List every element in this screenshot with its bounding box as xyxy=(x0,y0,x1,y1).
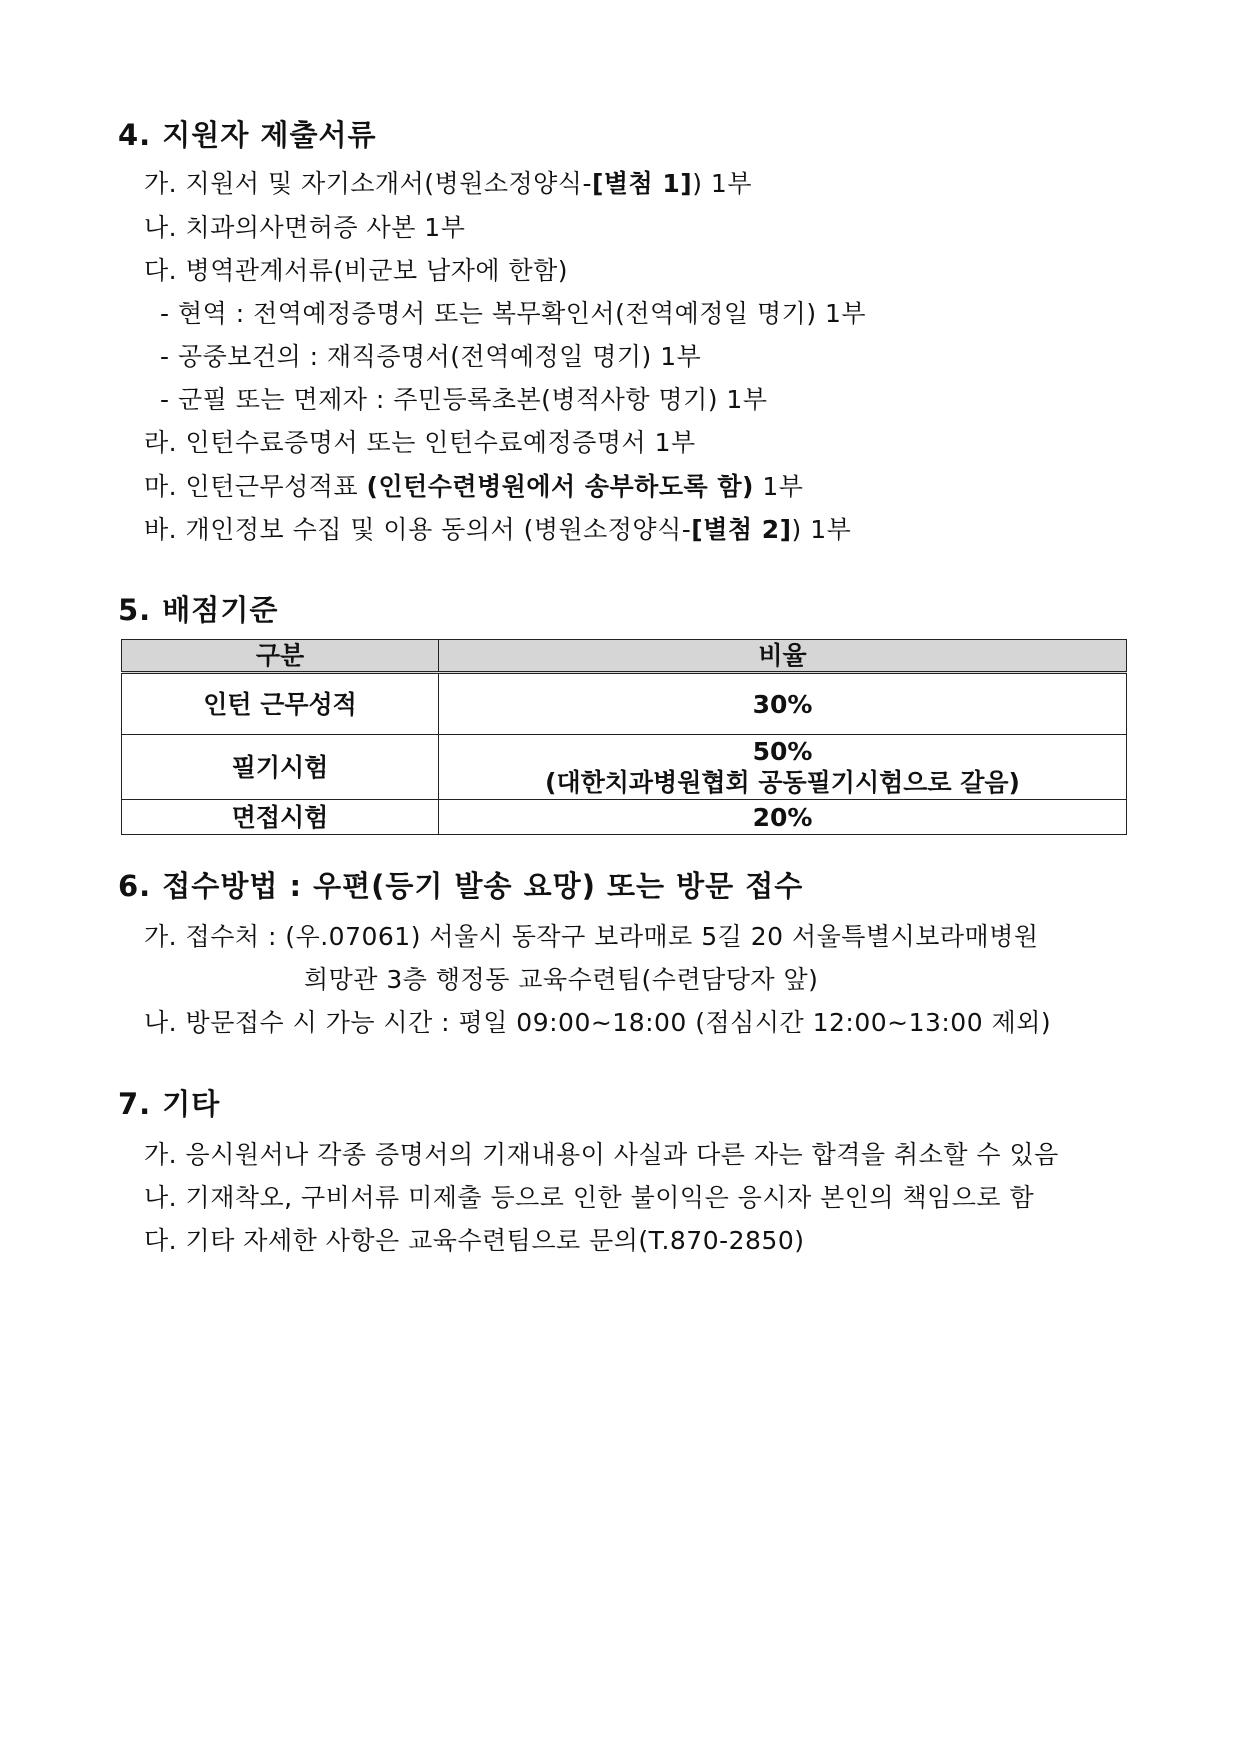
section-7-item-da: 다. 기타 자세한 사항은 교육수련팀으로 문의(T.870-2850) xyxy=(144,1226,805,1255)
section-4-item-ga: 가. 지원서 및 자기소개서(병원소정양식-[별첨 1]) 1부 xyxy=(144,169,752,198)
section-6-title: 6. 접수방법 : 우편(등기 발송 요망) 또는 방문 접수 xyxy=(118,869,804,903)
section-7-item-ga: 가. 응시원서나 각종 증명서의 기재내용이 사실과 다른 자는 합격을 취소할 수 있음 xyxy=(144,1140,1059,1169)
row-category: 필기시험 xyxy=(122,735,439,800)
section-4-subitem-active: - 현역 : 전역예정증명서 또는 복무확인서(전역예정일 명기) 1부 xyxy=(160,299,867,328)
section-4-item-ra: 라. 인턴수료증명서 또는 인턴수료예정증명서 1부 xyxy=(144,428,696,457)
header-category: 구분 xyxy=(122,640,439,673)
section-4-subitem-exempt: - 군필 또는 면제자 : 주민등록초본(병적사항 명기) 1부 xyxy=(160,385,768,414)
header-ratio: 비율 xyxy=(439,640,1127,673)
row-category: 인턴 근무성적 xyxy=(122,673,439,735)
section-7-title: 7. 기타 xyxy=(118,1087,221,1121)
scoring-table xyxy=(121,639,1127,835)
row-category: 면접시험 xyxy=(122,800,439,835)
row-ratio: 20% xyxy=(439,800,1127,835)
row-note: (대한치과병원협회 공동필기시험으로 갈음) xyxy=(545,768,1020,798)
section-6-item-na: 나. 방문접수 시 가능 시간 : 평일 09:00~18:00 (점심시간 12:00~13:00 제외) xyxy=(144,1008,1052,1037)
row-ratio-with-note xyxy=(439,735,1127,800)
section-4-item-da: 다. 병역관계서류(비군보 남자에 한함) xyxy=(144,256,569,285)
section-4-item-na: 나. 치과의사면허증 사본 1부 xyxy=(144,213,466,242)
table-row xyxy=(122,800,1127,835)
row-ratio: 50% xyxy=(752,737,813,766)
section-7-item-na: 나. 기재착오, 구비서류 미제출 등으로 인한 불이익은 응시자 본인의 책임으로 함 xyxy=(144,1183,1035,1212)
section-6-item-ga: 가. 접수처 : (우.07061) 서울시 동작구 보라매로 5길 20 서울특별시보라매병원 xyxy=(144,922,1039,951)
section-6-item-ga-cont: 희망관 3층 행정동 교육수련팀(수련담당자 앞) xyxy=(304,965,819,994)
section-4-title: 4. 지원자 제출서류 xyxy=(118,118,377,152)
table-header-row xyxy=(122,640,1127,673)
table-row xyxy=(122,673,1127,735)
row-ratio: 30% xyxy=(439,673,1127,735)
section-5-title: 5. 배점기준 xyxy=(118,593,279,627)
table-row xyxy=(122,735,1127,800)
section-4-item-ba: 바. 개인정보 수집 및 이용 동의서 (병원소정양식-[별첨 2]) 1부 xyxy=(144,515,852,544)
section-4-subitem-public-health: - 공중보건의 : 재직증명서(전역예정일 명기) 1부 xyxy=(160,342,702,371)
section-4-item-ma: 마. 인턴근무성적표 (인턴수련병원에서 송부하도록 함) 1부 xyxy=(144,472,804,501)
